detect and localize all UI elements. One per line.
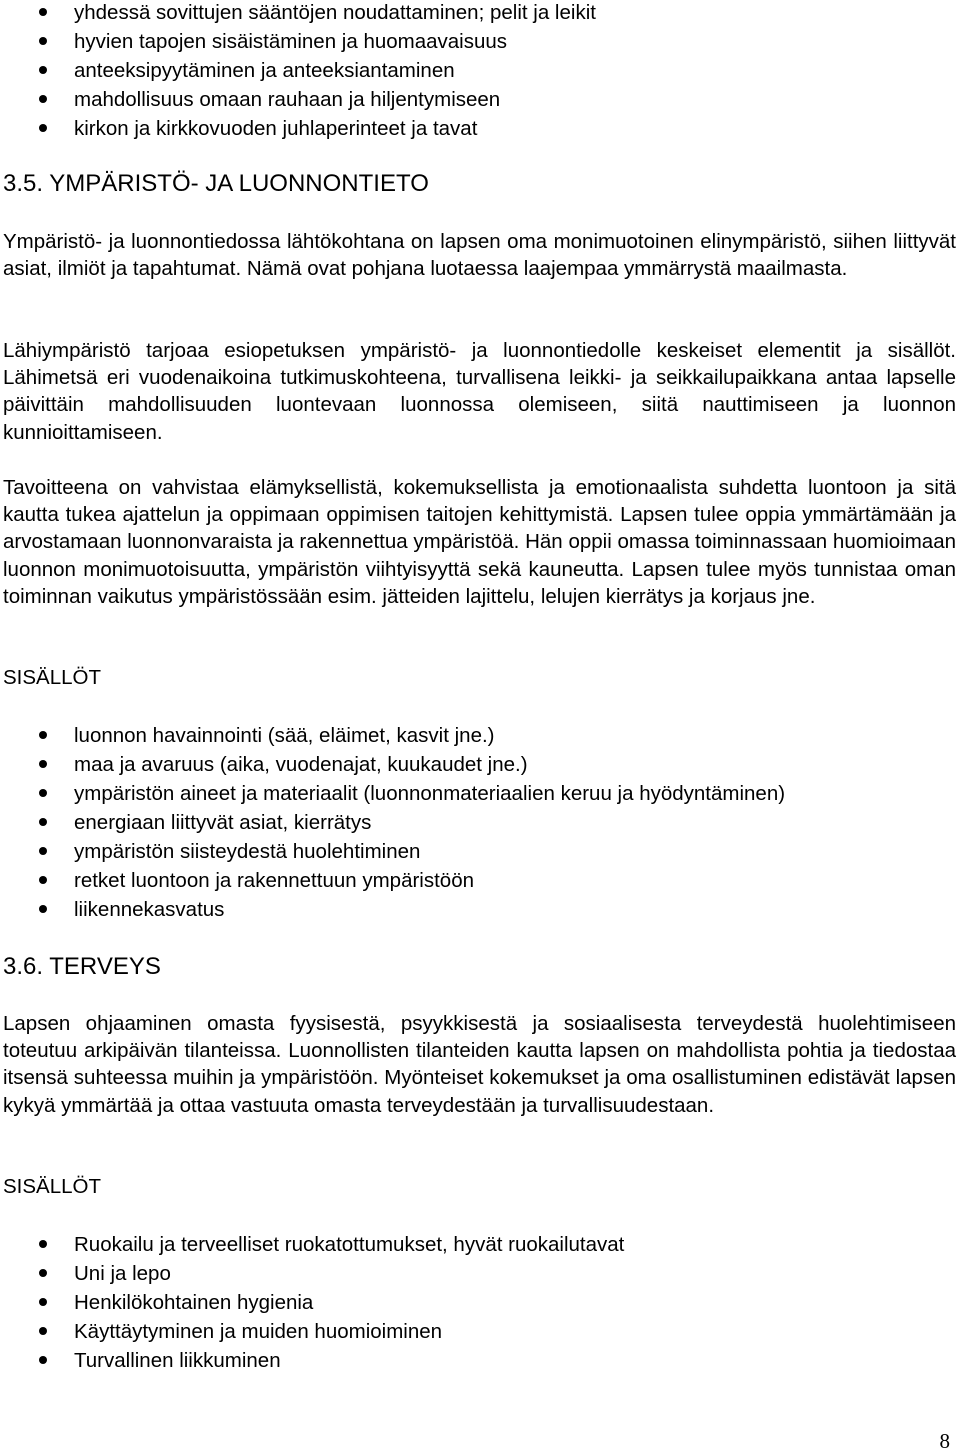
bullet-icon (39, 66, 47, 74)
list-item (3, 895, 956, 924)
list-item (3, 750, 956, 779)
list-item-text: retket luontoon ja rakennettuun ympäristöön (74, 869, 475, 892)
list-item-text: ympäristön aineet ja materiaalit (luonnonmateriaalien keruu ja hyödyntäminen) (74, 782, 786, 805)
bullet-icon (39, 905, 47, 913)
list-item-text: Käyttäytyminen ja muiden huomioiminen (74, 1320, 443, 1343)
paragraph-lahiymparisto: Lähiympäristö tarjoaa esiopetuksen ympäristö- ja luonnontiedolle keskeiset elementit ja sisällöt. Lähimetsä eri vuodenaikoina tutkimuskohteena, turvallisena leikki- ja seikkailupaikkana antaa lapselle päivittäin mahdollisuuden luontevaan luonnossa olemiseen, siitä nauttimiseen ja luonnon kunnioittamiseen. (3, 339, 956, 444)
bullet-icon (39, 789, 47, 797)
list-item (3, 721, 956, 750)
list-item-text: Henkilökohtainen hygienia (74, 1291, 314, 1314)
paragraph-terveys: Lapsen ohjaaminen omasta fyysisestä, psyykkisestä ja sosiaalisesta terveydestä huolehtimiseen toteutuu arkipäivän tilanteissa. Luonnollisten tilanteiden kautta lapsen on mahdollista pohtia ja tiedostaa itsensä suhteessa muihin ja ympäristöön. Myönteiset kokemukset ja oma osallistuminen edistävät lapsen kykyä ymmärtää ja ottaa vastuuta omasta terveydestään ja turvallisuudestaan. (3, 1012, 956, 1117)
bullet-icon (39, 1356, 47, 1364)
paragraph-intro: Ympäristö- ja luonnontiedossa lähtökohtana on lapsen oma monimuotoinen elinympäristö, siihen liittyvät asiat, ilmiöt ja tapahtumat. Nämä ovat pohjana luotaessa laajempaa ymmärrystä maailmasta. (3, 230, 956, 281)
contents-list-terveys (3, 1230, 956, 1375)
bullet-icon (39, 847, 47, 855)
section-heading-terveys: 3.6. TERVEYS (3, 953, 161, 980)
bullet-icon (39, 124, 47, 132)
list-item (3, 56, 956, 85)
list-item-text: kirkon ja kirkkovuoden juhlaperinteet ja tavat (74, 117, 478, 140)
list-item (3, 837, 956, 866)
bullet-icon (39, 1269, 47, 1277)
list-item-text: liikennekasvatus (74, 898, 225, 921)
list-item-text: ympäristön siisteydestä huolehtiminen (74, 840, 421, 863)
top-bullet-list (3, 0, 956, 143)
list-item-text: anteeksipyytäminen ja anteeksiantaminen (74, 59, 455, 82)
bullet-icon (39, 1327, 47, 1335)
bullet-icon (39, 760, 47, 768)
contents-list-ymparisto (3, 721, 956, 924)
bullet-icon (39, 1298, 47, 1306)
bullet-icon (39, 8, 47, 16)
list-item-text: Ruokailu ja terveelliset ruokatottumukset, hyvät ruokailutavat (74, 1233, 625, 1256)
section-heading-ymparisto: 3.5. YMPÄRISTÖ- JA LUONNONTIETO (3, 170, 429, 197)
page-number: 8 (939, 1429, 950, 1453)
list-item (3, 1317, 956, 1346)
list-item (3, 0, 956, 27)
list-item (3, 1259, 956, 1288)
list-item (3, 114, 956, 143)
list-item-text: energiaan liittyvät asiat, kierrätys (74, 811, 372, 834)
list-item-text: mahdollisuus omaan rauhaan ja hiljentymiseen (74, 88, 501, 111)
list-item (3, 1288, 956, 1317)
list-item-text: Uni ja lepo (74, 1262, 171, 1285)
bullet-icon (39, 1240, 47, 1248)
list-item-text: yhdessä sovittujen sääntöjen noudattaminen; pelit ja leikit (74, 1, 596, 24)
bullet-icon (39, 818, 47, 826)
list-item-text: hyvien tapojen sisäistäminen ja huomaavaisuus (74, 30, 508, 53)
bullet-icon (39, 37, 47, 45)
list-item (3, 808, 956, 837)
contents-label: SISÄLLÖT (3, 1175, 101, 1198)
list-item (3, 1230, 956, 1259)
bullet-icon (39, 731, 47, 739)
list-item (3, 866, 956, 895)
list-item-text: maa ja avaruus (aika, vuodenajat, kuukaudet jne.) (74, 753, 528, 776)
list-item-text: luonnon havainnointi (sää, eläimet, kasvit jne.) (74, 724, 495, 747)
paragraph-tavoitteena: Tavoitteena on vahvistaa elämyksellistä, kokemuksellista ja emotionaalista suhdetta luontoon ja sitä kautta tukea ajattelun ja oppimaan oppimisen taitojen kehittymistä. Lapsen tulee oppia ymmärtämään ja arvostamaan luonnonvaraista ja rakennettua ympäristöä. Hän oppii omassa toiminnassaan huomioimaan luonnon monimuotoisuutta, ympäristön viihtyisyyttä sekä kauneutta. Lapsen tulee myös tunnistaa oman toiminnan vaikutus ympäristössään esim. jätteiden lajittelu, lelujen kierrätys ja korjaus jne. (3, 476, 956, 608)
list-item-text: Turvallinen liikkuminen (74, 1349, 281, 1372)
list-item (3, 779, 956, 808)
list-item (3, 85, 956, 114)
list-item (3, 27, 956, 56)
list-item (3, 1346, 956, 1375)
contents-label: SISÄLLÖT (3, 666, 101, 689)
bullet-icon (39, 95, 47, 103)
bullet-icon (39, 876, 47, 884)
